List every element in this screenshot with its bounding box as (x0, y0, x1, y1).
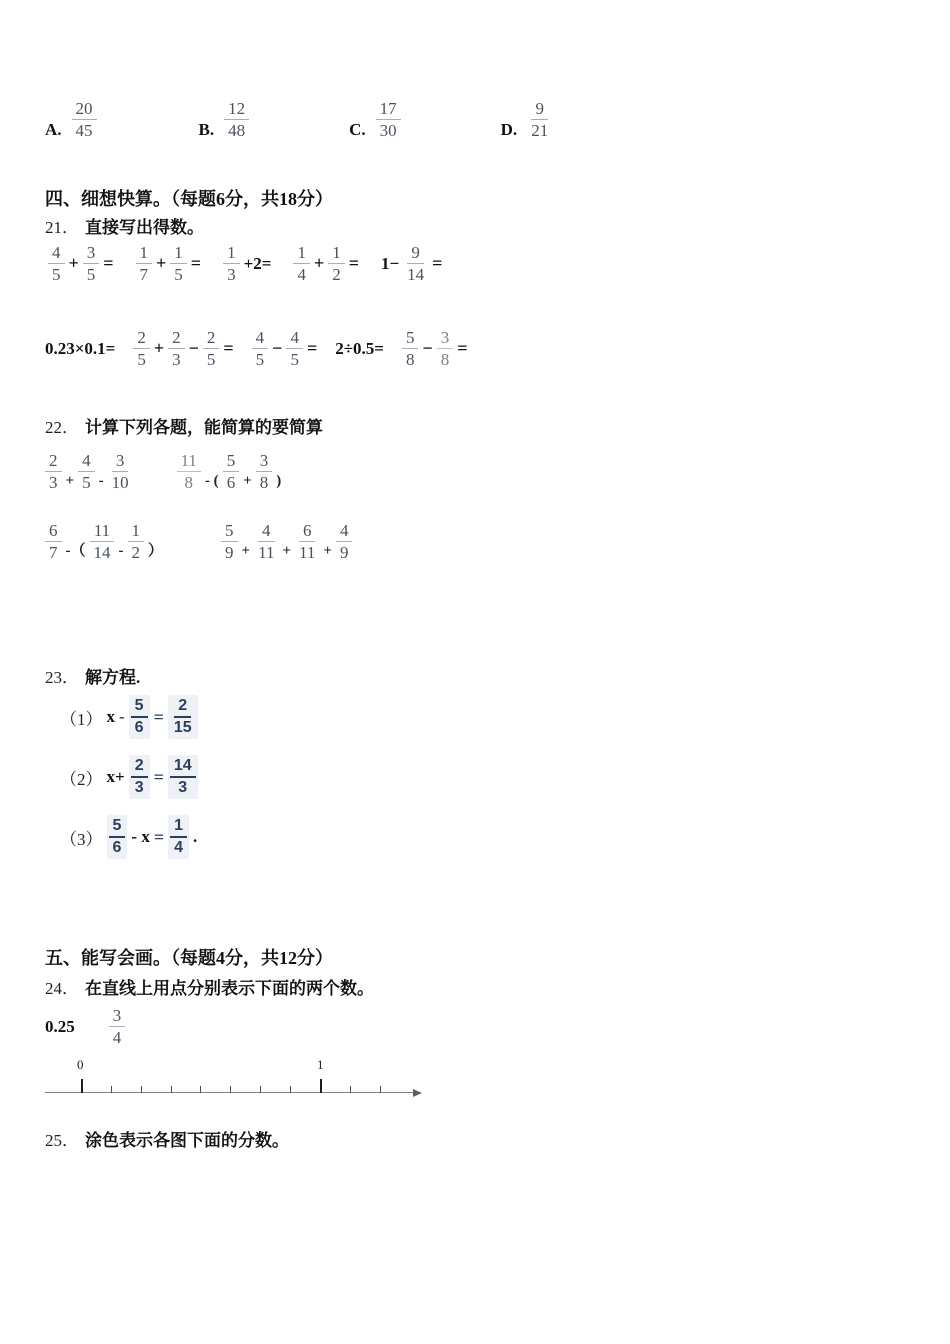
denominator: 8 (184, 473, 193, 493)
operator: + (68, 253, 79, 274)
denominator: 3 (227, 265, 236, 285)
fraction (170, 242, 187, 286)
denominator: 4 (112, 1028, 122, 1048)
fraction (328, 242, 345, 286)
math-text: 2÷0.5= (335, 338, 384, 358)
expression (221, 520, 352, 564)
number-line-label-0: 0 (77, 1057, 84, 1072)
option-a (45, 98, 97, 142)
option-b-label: B. (198, 119, 215, 139)
operator: - ( (204, 472, 219, 489)
operator: + (313, 253, 325, 274)
number-line-arrowhead (413, 1089, 422, 1097)
fraction (168, 755, 198, 799)
numerator: 11 (177, 450, 201, 472)
numerator: 3 (437, 327, 454, 349)
question-22-text: 计算下列各题，能简算的要简算 (85, 418, 323, 437)
expression (223, 242, 271, 286)
operator: = (348, 253, 359, 274)
fraction (221, 520, 238, 564)
question-23-heading (45, 663, 140, 688)
numerator: 1 (328, 242, 345, 264)
expression (335, 339, 384, 359)
math-text: x (106, 707, 115, 726)
denominator: 2 (131, 543, 140, 563)
denominator: 8 (259, 473, 269, 493)
question-24-text: 在直线上用点分别表示下面的两个数。 (85, 979, 374, 998)
expression (45, 1017, 75, 1037)
numerator: 4 (78, 450, 95, 472)
q22-row2 (45, 520, 352, 564)
math-text: （3） (60, 829, 103, 849)
operator: = (153, 826, 165, 847)
tick (111, 1086, 112, 1093)
math-text: . (193, 827, 198, 846)
operator: − (422, 338, 433, 359)
fraction (83, 242, 100, 286)
option-d (501, 98, 553, 142)
numerator: 2 (174, 696, 191, 718)
operator: + (282, 542, 292, 559)
fraction (203, 327, 220, 371)
numerator: 3 (112, 450, 129, 472)
fraction (129, 695, 150, 739)
math-text: +2= (243, 253, 272, 273)
numerator: 9 (531, 98, 548, 120)
math-text: x+ (106, 767, 125, 786)
question-25-heading (45, 1126, 289, 1151)
tick (350, 1086, 351, 1093)
denominator: 2 (332, 265, 341, 285)
math-text: 0.23×0.1= (45, 338, 116, 358)
tick (171, 1086, 172, 1093)
operator: -（ (65, 542, 86, 559)
fraction (376, 98, 401, 142)
question-22-number: 22． (45, 418, 79, 437)
fraction (223, 450, 240, 494)
fraction (256, 450, 273, 494)
denominator: 11 (299, 543, 316, 563)
denominator: 5 (52, 265, 61, 285)
fraction (108, 450, 133, 494)
tick (380, 1086, 381, 1093)
q24-values (45, 1005, 125, 1049)
numerator: 4 (336, 520, 353, 542)
fraction (527, 98, 552, 142)
denominator: 4 (174, 839, 183, 856)
fraction (336, 520, 353, 564)
operator: = (306, 338, 318, 359)
q23-equation-1 (60, 695, 198, 739)
tick (290, 1086, 291, 1093)
math-text: （1） (60, 709, 103, 729)
question-24-number: 24． (45, 979, 79, 998)
numerator: 1 (223, 242, 240, 264)
fraction (168, 327, 185, 371)
fraction (402, 327, 419, 371)
expression (136, 242, 202, 286)
math-text: 1− (380, 253, 400, 273)
numerator: 4 (258, 520, 275, 542)
q22-row1 (45, 450, 281, 494)
math-text: 0.25 (45, 1016, 75, 1036)
q21-row1 (48, 242, 442, 286)
denominator: 8 (440, 350, 450, 370)
operator: + (241, 542, 251, 559)
denominator: 48 (228, 121, 246, 141)
denominator: 21 (531, 121, 549, 141)
expression (381, 242, 442, 286)
question-21-number: 21． (45, 218, 79, 237)
numerator: 20 (72, 98, 97, 120)
numerator: 1 (136, 242, 153, 264)
denominator: 5 (206, 350, 216, 370)
numerator: 2 (203, 327, 220, 349)
fraction (48, 242, 65, 286)
tick (200, 1086, 201, 1093)
tick-zero (81, 1079, 83, 1093)
denominator: 45 (75, 121, 93, 141)
fraction (128, 520, 145, 564)
denominator: 3 (134, 779, 144, 796)
fraction (133, 327, 150, 371)
expression (402, 327, 468, 371)
denominator: 14 (407, 265, 425, 285)
numerator: 2 (131, 756, 148, 778)
expression (45, 520, 163, 564)
fraction (224, 98, 249, 142)
operator: = (103, 253, 114, 274)
question-21-heading (45, 213, 204, 238)
numerator: 5 (109, 816, 126, 838)
fraction (293, 242, 310, 286)
operator: + (153, 338, 165, 359)
denominator: 6 (112, 839, 122, 856)
question-24-heading (45, 974, 374, 999)
fraction (295, 520, 319, 564)
expression (45, 450, 133, 494)
fraction (168, 815, 189, 859)
numerator: 17 (376, 98, 401, 120)
option-b (199, 98, 250, 142)
fraction (72, 98, 97, 142)
denominator: 5 (290, 350, 299, 370)
denominator: 3 (172, 350, 181, 370)
denominator: 9 (339, 543, 349, 563)
numerator: 6 (299, 520, 316, 542)
question-22-heading (45, 413, 323, 438)
expression (133, 327, 233, 371)
denominator: 14 (93, 543, 111, 563)
operator: = (153, 766, 164, 787)
fraction (177, 450, 201, 494)
fraction (45, 520, 62, 564)
tick (141, 1086, 142, 1093)
fraction (90, 520, 115, 564)
numerator: 2 (45, 450, 62, 472)
operator: - (118, 542, 124, 559)
numerator: 3 (256, 450, 273, 472)
denominator: 5 (137, 350, 146, 370)
operator: + (323, 542, 332, 559)
fraction (403, 242, 428, 286)
expression (252, 327, 318, 371)
denominator: 7 (49, 543, 58, 563)
operator: = (153, 706, 164, 727)
fraction (168, 695, 198, 739)
operator: + (243, 472, 252, 489)
denominator: 9 (225, 543, 234, 563)
operator: − (188, 338, 199, 359)
denominator: 15 (173, 719, 192, 736)
question-23-number: 23． (45, 668, 79, 687)
denominator: 5 (82, 473, 91, 493)
denominator: 30 (379, 121, 397, 141)
numerator: 5 (223, 450, 240, 472)
q21-row2 (45, 327, 468, 371)
option-a-label: A. (45, 119, 62, 139)
operator: ） (148, 542, 164, 559)
tick-one (320, 1079, 322, 1093)
math-text: - (119, 707, 125, 726)
numerator: 5 (131, 696, 148, 718)
numerator: 5 (402, 327, 419, 349)
denominator: 10 (111, 473, 129, 493)
numerator: 9 (407, 242, 424, 264)
denominator: 3 (178, 779, 188, 796)
denominator: 3 (49, 473, 58, 493)
fraction (136, 242, 153, 286)
operator: - (98, 472, 104, 489)
fraction (78, 450, 95, 494)
q23-equation-2 (60, 755, 198, 799)
denominator: 5 (86, 265, 96, 285)
numerator: 11 (90, 520, 114, 542)
tick (260, 1086, 261, 1093)
fraction (252, 327, 269, 371)
option-d-label: D. (500, 119, 518, 139)
numerator: 1 (128, 520, 145, 542)
numerator: 3 (109, 1005, 126, 1027)
section5-title: 五、能写会画。（每题4分，共12分） (45, 948, 333, 968)
fraction (129, 755, 150, 799)
expression (109, 1005, 126, 1049)
numerator: 2 (168, 327, 185, 349)
tick (230, 1086, 231, 1093)
math-text: （2） (60, 769, 103, 789)
numerator: 2 (133, 327, 150, 349)
question-25-number: 25． (45, 1131, 79, 1150)
expression (48, 242, 114, 286)
fraction (223, 242, 240, 286)
denominator: 6 (134, 719, 144, 736)
fraction (107, 815, 128, 859)
option-c (349, 98, 401, 142)
operator: + (156, 253, 167, 274)
denominator: 8 (405, 350, 415, 370)
fraction (437, 327, 454, 371)
operator: = (457, 338, 468, 359)
numerator: 1 (170, 242, 187, 264)
expression (293, 242, 359, 286)
expression (177, 450, 282, 494)
q23-equation-3 (60, 815, 197, 859)
numerator: 1 (293, 242, 310, 264)
expression (45, 339, 115, 359)
numerator: 4 (252, 327, 269, 349)
denominator: 5 (255, 350, 265, 370)
number-line (45, 1056, 430, 1100)
numerator: 6 (45, 520, 62, 542)
numerator: 1 (170, 816, 187, 838)
denominator: 7 (139, 265, 149, 285)
section4-title: 四、细想快算。（每题6分，共18分） (45, 189, 333, 209)
fraction (286, 327, 303, 371)
option-c-label: C. (349, 119, 366, 139)
numerator: 4 (48, 242, 65, 264)
numerator: 14 (170, 756, 196, 778)
number-line-label-1: 1 (317, 1057, 324, 1072)
operator: = (432, 253, 443, 274)
operator: = (223, 338, 234, 359)
options-row (45, 98, 552, 142)
numerator: 12 (224, 98, 249, 120)
denominator: 4 (297, 265, 306, 285)
operator: = (190, 253, 202, 274)
numerator: 4 (286, 327, 303, 349)
denominator: 5 (174, 265, 183, 285)
operator: ) (276, 472, 282, 489)
fraction (254, 520, 278, 564)
question-21-text: 直接写出得数。 (85, 218, 204, 237)
numerator: 5 (221, 520, 238, 542)
question-25-text: 涂色表示各图下面的分数。 (85, 1131, 289, 1150)
denominator: 11 (258, 543, 275, 563)
fraction (45, 450, 62, 494)
question-23-text: 解方程. (85, 668, 141, 687)
operator: + (65, 472, 75, 489)
denominator: 6 (226, 473, 236, 493)
numerator: 3 (83, 242, 100, 264)
fraction (109, 1005, 126, 1049)
operator: − (272, 338, 283, 359)
math-text: - x (131, 827, 150, 846)
